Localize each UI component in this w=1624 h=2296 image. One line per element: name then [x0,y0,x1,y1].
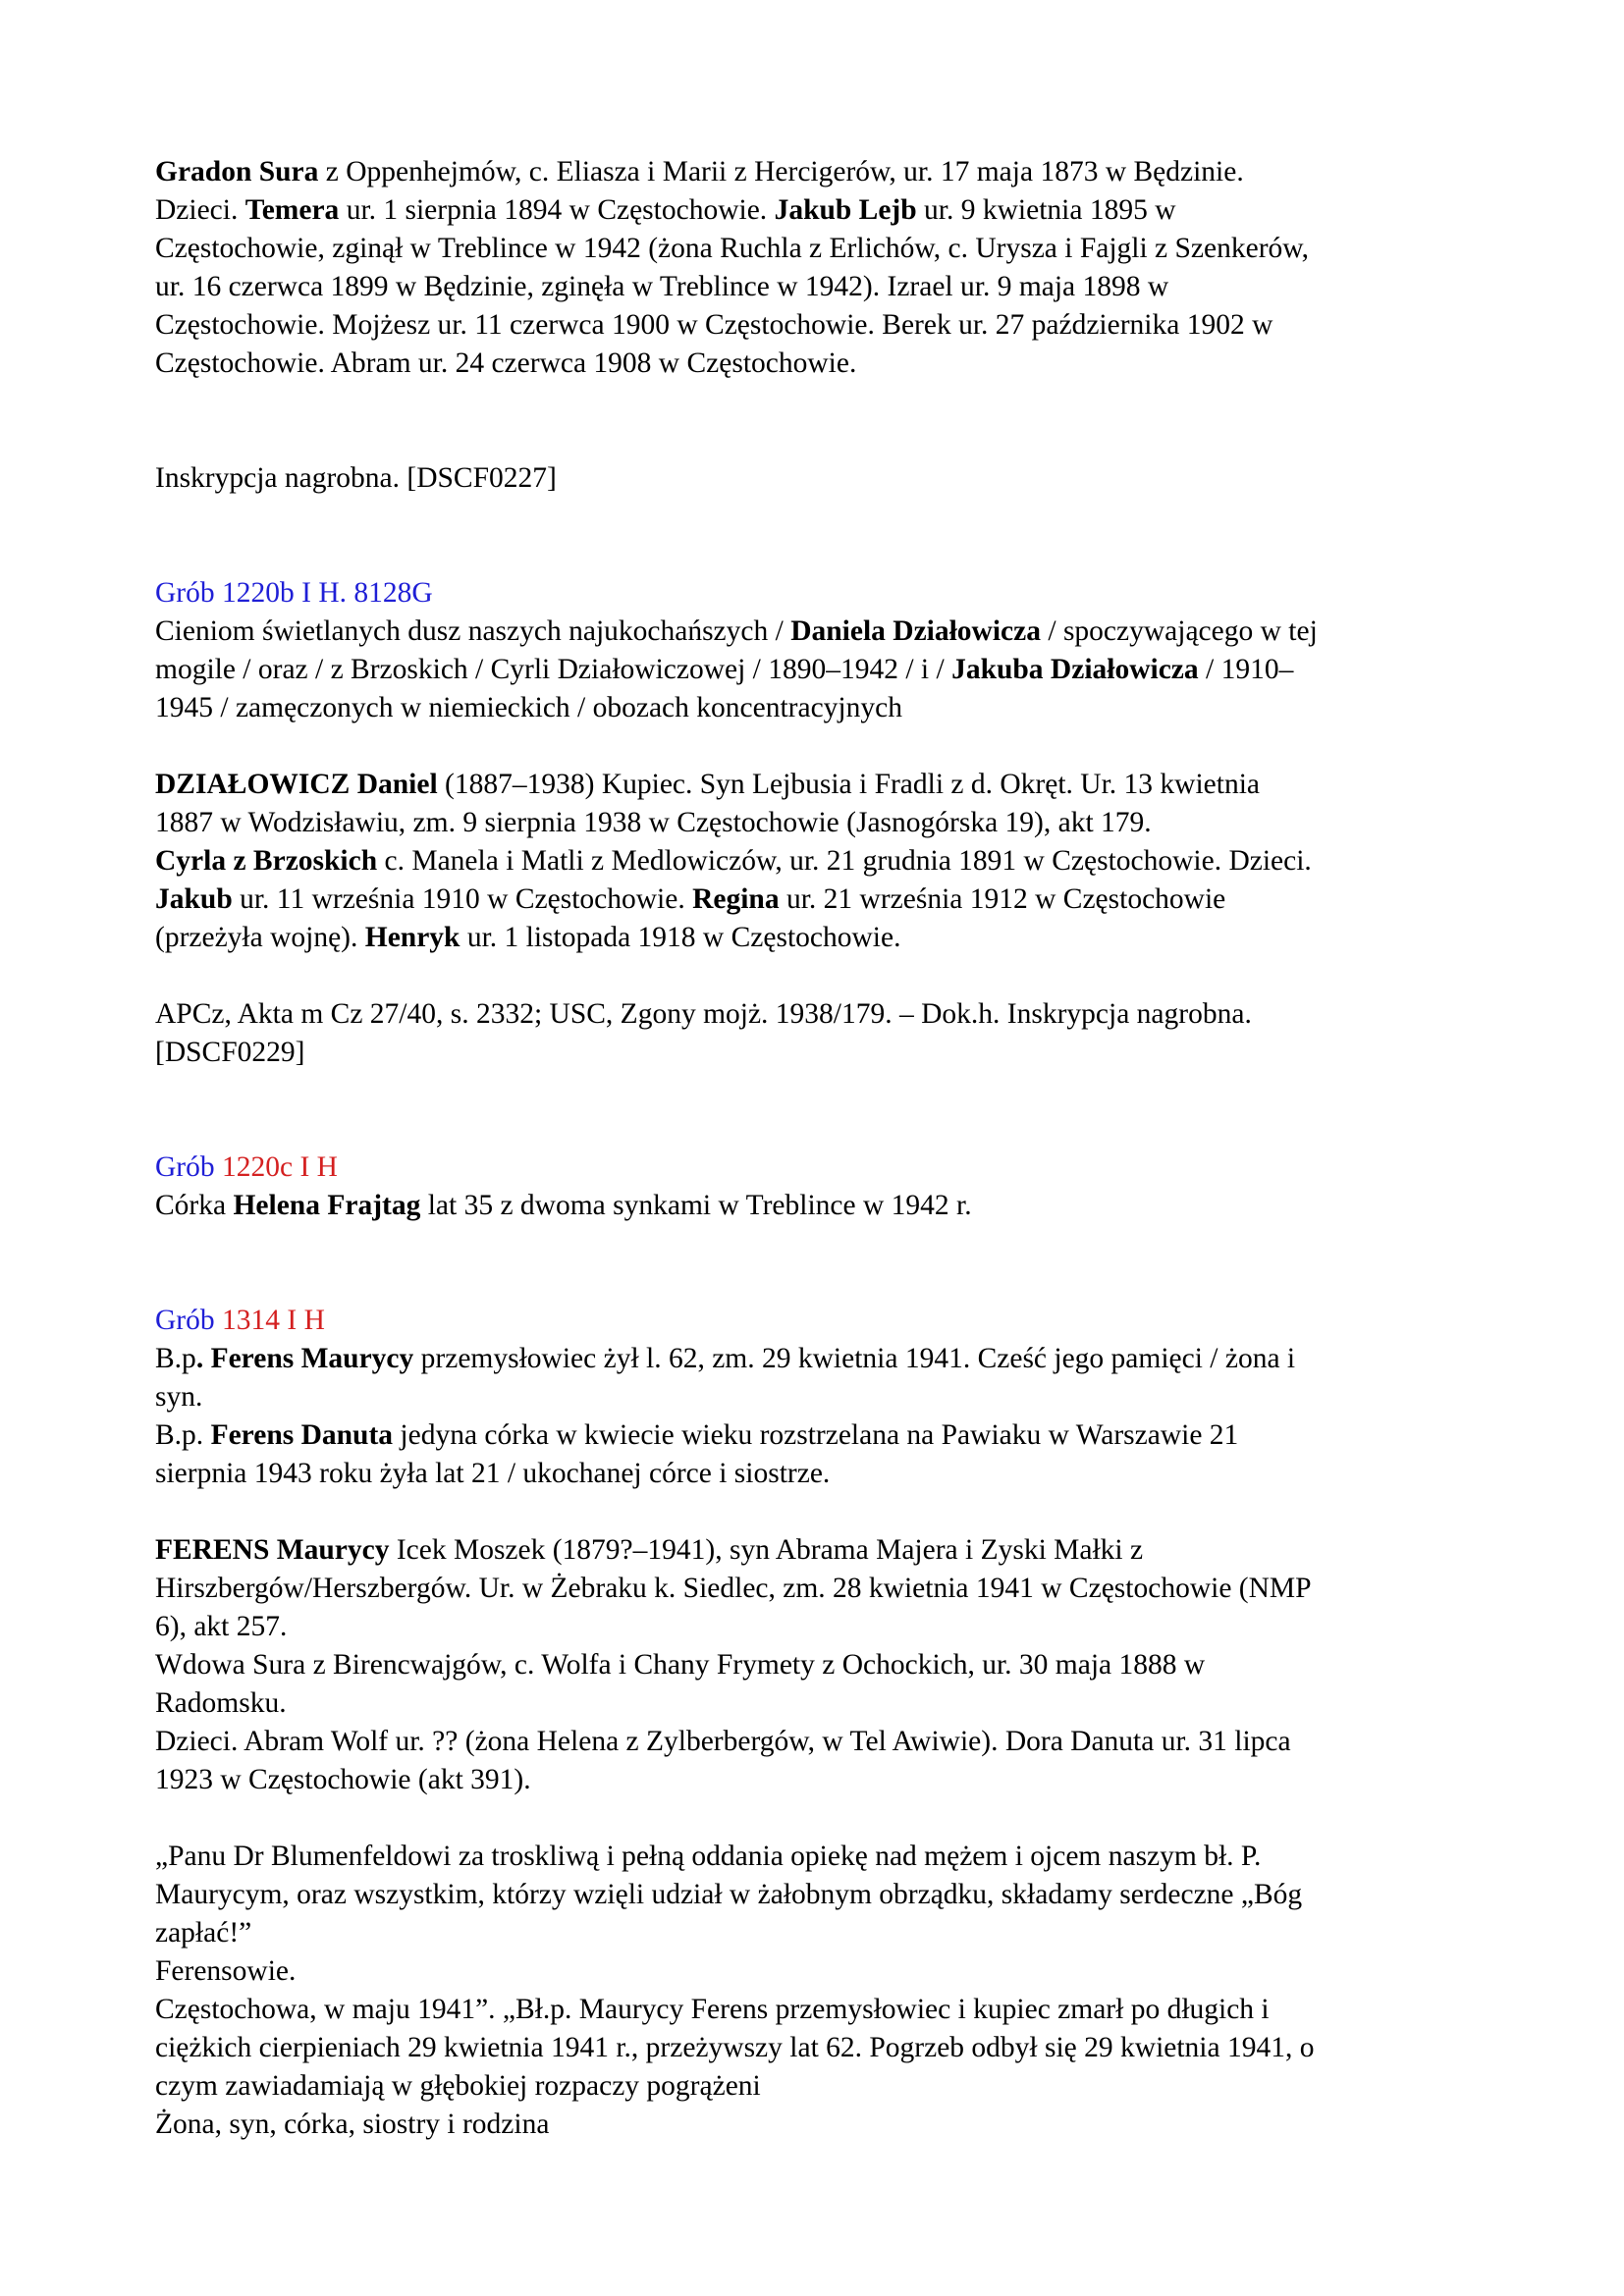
grave-1314-heading-run: 1314 I H [222,1305,325,1336]
grave-1314-bio-line-6-run: Dzieci. Abram Wolf ur. ?? (żona Helena z Zylberbergów, w Tel Awiwie). Dora Danuta ur. 31 lipca [155,1726,1291,1757]
gradon-line-2-bold-run: Temera [244,194,340,226]
gradon-inscription-note [155,459,1490,498]
grave-1220b-bio-line-4-bold-run: Regina [692,883,780,915]
grave-1314-bio-line-4-run: Wdowa Sura z Birencwajgów, c. Wolfa i Chany Frymety z Ochockich, ur. 30 maja 1888 w [155,1649,1206,1681]
grave-1314-quote-line-3 [155,1914,1490,1952]
grave-1220c-heading-run: 1220c I H [222,1151,338,1183]
grave-1220b-inscription-line-2-run: / 1910– [1198,654,1294,685]
grave-1314-inscription-line-3-bold-run: Ferens Danuta [210,1419,394,1451]
grave-1314-bio-line-6 [155,1723,1490,1761]
grave-1314-inscription-line-1-run: B.p [155,1343,196,1374]
grave-1314-bio-line-5-run: Radomsku. [155,1687,287,1719]
grave-1220b-bio-line-2 [155,804,1490,842]
grave-1220b-bio-line-4 [155,881,1490,919]
grave-1314-inscription-line-2-run: syn. [155,1381,203,1413]
gradon-line-3-run: Częstochowie, zginął w Treblince w 1942 (żona Ruchla z Erlichów, c. Urysza i Fajgli z Szenkerów, [155,233,1310,264]
grave-1220c-line-1-bold-run: Helena Frajtag [233,1190,421,1221]
grave-1220b-inscription-line-3 [155,689,1490,727]
document-page [155,153,1490,2144]
grave-1314-inscription-line-4-run: sierpnia 1943 roku żyła lat 21 / ukochanej córce i siostrze. [155,1458,831,1489]
grave-1314-quote-line-1-run: „Panu Dr Blumenfeldowi za troskliwą i pełną oddania opiekę nad mężem i ojcem naszym bł. P. [155,1841,1262,1872]
grave-1220b-bio-line-5-bold-run: Henryk [364,922,460,953]
grave-1220b-sources-line-2-run: [DSCF0229] [155,1037,305,1068]
grave-1314-bio-line-2-run: Hirszbergów/Herszbergów. Ur. w Żebraku k. Siedlec, zm. 28 kwietnia 1941 w Częstochowie (NMP [155,1573,1312,1604]
gradon-line-2-bold-run: Jakub Lejb [774,194,917,226]
grave-1314-quote-line-2 [155,1876,1490,1914]
gradon-line-3 [155,230,1490,268]
grave-1314-quote-line-5 [155,1991,1490,2029]
grave-1314-quote-line-7-run: czym zawiadamiają w głębokiej rozpaczy pogrążeni [155,2070,761,2102]
gradon-line-2-run: Dzieci. [155,194,245,226]
grave-1314-quote-line-6-run: ciężkich cierpieniach 29 kwietnia 1941 r., przeżywszy lat 62. Pogrzeb odbył się 29 kwietnia 1941, o [155,2032,1315,2063]
grave-1220b-bio-line-5-run: ur. 1 listopada 1918 w Częstochowie. [460,922,901,953]
grave-1314-bio-line-3-run: 6), akt 257. [155,1611,288,1642]
grave-1314-quote-line-8-run: Żona, syn, córka, siostry i rodzina [155,2109,550,2140]
grave-1220b-bio-line-4-bold-run: Jakub [155,883,233,915]
grave-1314-quote-line-1 [155,1838,1490,1876]
grave-1220b-bio-line-1-run: (1887–1938) Kupiec. Syn Lejbusia i Fradli z d. Okręt. Ur. 13 kwietnia [437,769,1260,800]
grave-1314-bio-line-1-bold-run: FERENS Maurycy [155,1534,390,1566]
grave-1220c-line-1 [155,1187,1490,1225]
grave-1314-bio-line-2 [155,1570,1490,1608]
grave-1220b-inscription-line-1 [155,613,1490,651]
grave-1314-bio-line-3 [155,1608,1490,1646]
grave-1220c-line-1-run: lat 35 z dwoma synkami w Treblince w 1942 r. [420,1190,972,1221]
gradon-line-2-run: ur. 9 kwietnia 1895 w [916,194,1176,226]
grave-1220b-sources-line-1-run: APCz, Akta m Cz 27/40, s. 2332; USC, Zgony mojż. 1938/179. – Dok.h. Inskrypcja nagrobna. [155,998,1252,1030]
grave-1220b-inscription-line-2-bold-run: Jakuba Działowicza [951,654,1199,685]
gradon-line-1-bold-run: Gradon Sura [155,156,319,187]
grave-1314-inscription-line-3 [155,1416,1490,1455]
grave-1220c-line-1-run: Córka [155,1190,234,1221]
grave-1314-bio-line-1 [155,1531,1490,1570]
grave-1314-bio-line-1-run: Icek Moszek (1879?–1941), syn Abrama Majera i Zyski Małki z [389,1534,1144,1566]
grave-1314-bio-line-5 [155,1684,1490,1723]
grave-1314-quote-line-4 [155,1952,1490,1991]
grave-1220b-bio-line-1-bold-run: DZIAŁOWICZ Daniel [155,769,438,800]
gradon-line-6-run: Częstochowie. Abram ur. 24 czerwca 1908 w Częstochowie. [155,347,857,379]
grave-1220b-inscription-line-2 [155,651,1490,689]
grave-1314-inscription-line-1-bold-run: . Ferens Maurycy [195,1343,414,1374]
gradon-line-4-run: ur. 16 czerwca 1899 w Będzinie, zginęła w Treblince w 1942). Izrael ur. 9 maja 1898 w [155,271,1169,302]
grave-1220b-inscription-line-1-run: / spoczywającego w tej [1041,615,1318,647]
grave-1220b-inscription-line-2-run: mogile / oraz / z Brzoskich / Cyrli Działowiczowej / 1890–1942 / i / [155,654,952,685]
grave-1314-quote-line-5-run: Częstochowa, w maju 1941”. „Bł.p. Maurycy Ferens przemysłowiec i kupiec zmarł po długich i [155,1994,1270,2025]
grave-1314-inscription-line-2 [155,1378,1490,1416]
grave-1314-heading [155,1302,1490,1340]
grave-1220b-bio-line-4-run: ur. 11 września 1910 w Częstochowie. [232,883,693,915]
gradon-line-2 [155,191,1490,230]
grave-1314-quote-line-2-run: Maurycym, oraz wszystkim, którzy wzięli udział w żałobnym obrządku, składamy serdeczne „Bóg [155,1879,1303,1910]
grave-1314-bio-line-7 [155,1761,1490,1799]
grave-1220b-bio-line-3 [155,842,1490,881]
grave-1314-bio-line-7-run: 1923 w Częstochowie (akt 391). [155,1764,531,1795]
grave-1220b-inscription-line-1-run: Cieniom świetlanych dusz naszych najukochańszych / [155,615,791,647]
grave-1314-inscription-line-1-run: przemysłowiec żył l. 62, zm. 29 kwietnia 1941. Cześć jego pamięci / żona i [413,1343,1296,1374]
grave-1314-quote-line-6 [155,2029,1490,2067]
gradon-line-1-run: z Oppenhejmów, c. Eliasza i Marii z Hercigerów, ur. 17 maja 1873 w Będzinie. [318,156,1244,187]
grave-1220b-inscription-line-3-run: 1945 / zamęczonych w niemieckich / obozach koncentracyjnych [155,692,902,723]
grave-1314-inscription-line-4 [155,1455,1490,1493]
grave-1220b-inscription-line-1-bold-run: Daniela Działowicza [790,615,1041,647]
grave-1220c-heading-run: Grób [155,1151,223,1183]
grave-1314-bio-line-4 [155,1646,1490,1684]
grave-1220b-sources-line-1 [155,995,1490,1034]
grave-1314-quote-line-8 [155,2106,1490,2144]
gradon-line-5 [155,306,1490,345]
gradon-inscription-note-run: Inskrypcja nagrobna. [DSCF0227] [155,462,557,494]
grave-1314-inscription-line-3-run: jedyna córka w kwiecie wieku rozstrzelana na Pawiaku w Warszawie 21 [393,1419,1239,1451]
gradon-line-1 [155,153,1490,191]
grave-1314-heading-run: Grób [155,1305,223,1336]
grave-1220c-heading [155,1148,1490,1187]
gradon-line-2-run: ur. 1 sierpnia 1894 w Częstochowie. [339,194,775,226]
gradon-line-4 [155,268,1490,306]
grave-1220b-heading-run: Grób 1220b I H. 8128G [155,577,433,609]
grave-1220b-bio-line-2-run: 1887 w Wodzisławiu, zm. 9 sierpnia 1938 w Częstochowie (Jasnogórska 19), akt 179. [155,807,1152,838]
grave-1220b-bio-line-5 [155,919,1490,957]
grave-1220b-bio-line-3-run: c. Manela i Matli z Medlowiczów, ur. 21 grudnia 1891 w Częstochowie. Dzieci. [377,845,1312,877]
grave-1314-inscription-line-1 [155,1340,1490,1378]
grave-1220b-bio-line-5-run: (przeżyła wojnę). [155,922,365,953]
grave-1220b-sources-line-2 [155,1034,1490,1072]
grave-1220b-bio-line-1 [155,766,1490,804]
gradon-line-5-run: Częstochowie. Mojżesz ur. 11 czerwca 1900 w Częstochowie. Berek ur. 27 października 1902 w [155,309,1273,341]
grave-1314-quote-line-7 [155,2067,1490,2106]
grave-1220b-bio-line-3-bold-run: Cyrla z Brzoskich [155,845,378,877]
grave-1314-inscription-line-3-run: B.p. [155,1419,211,1451]
gradon-line-6 [155,345,1490,383]
grave-1220b-heading [155,574,1490,613]
grave-1314-quote-line-3-run: zapłać!” [155,1917,252,1949]
grave-1314-quote-line-4-run: Ferensowie. [155,1955,297,1987]
grave-1220b-bio-line-4-run: ur. 21 września 1912 w Częstochowie [779,883,1226,915]
